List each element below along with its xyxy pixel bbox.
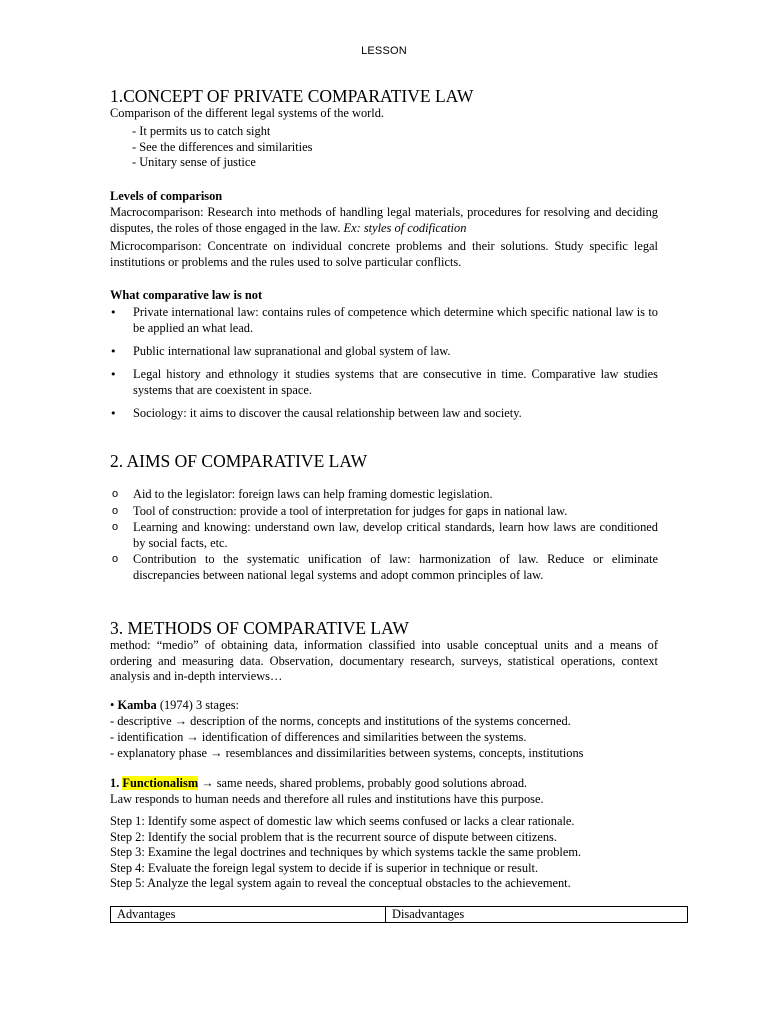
circle-bullet-icon: o (112, 488, 119, 500)
macro-example: Ex: styles of codification (343, 220, 467, 235)
not-item (110, 367, 658, 398)
section-1-dash-list (132, 124, 658, 171)
table-header-disadvantages: Disadvantages (386, 907, 688, 923)
aim-item (110, 487, 658, 503)
step-line: Step 3: Examine the legal doctrines and techniques by which systems tackle the same problem. (110, 845, 582, 859)
functionalism-highlight: Functionalism (122, 776, 199, 790)
functionalism-line-2: Law responds to human needs and therefore all rules and institutions have this purpose. (110, 792, 544, 806)
aim-item (110, 504, 658, 520)
kamba-name: Kamba (117, 698, 157, 712)
not-item-text: Private international law: contains rules of competence which determine which specific national law is to be applied an what lead. (133, 305, 658, 335)
aim-item-text: Aid to the legislator: foreign laws can help framing domestic legislation. (133, 487, 493, 501)
dash-item: - See the differences and similarities (132, 139, 313, 154)
not-item-text: Legal history and ethnology it studies systems that are consecutive in time. Comparative law studies systems that are coexistent in space. (133, 367, 658, 397)
not-item (110, 305, 658, 336)
bullet-icon: • (110, 306, 117, 319)
kamba-bullet: • (110, 698, 115, 712)
macro-paragraph (110, 205, 658, 236)
bullet-icon: • (110, 345, 117, 358)
section-2-title: 2. AIMS OF COMPARATIVE LAW (110, 451, 368, 471)
table-header-row (111, 907, 688, 923)
kamba-rest: (1974) 3 stages: (159, 698, 239, 712)
functionalism-number: 1. (110, 776, 120, 790)
dash-item: - It permits us to catch sight (132, 124, 271, 138)
circle-bullet-icon: o (112, 505, 119, 517)
dash-item: - Unitary sense of justice (132, 155, 256, 170)
aim-item (110, 520, 658, 551)
kamba-line (110, 698, 658, 714)
micro-paragraph: Microcomparison: Concentrate on individual concrete problems and their solutions. Study specific legal institutions or problems and the rules used to solve particular conflicts. (110, 239, 658, 269)
aim-item-text: Contribution to the systematic unification of law: harmonization of law. Reduce or eliminate discrepancies between national legal systems and adopt common principles of law. (133, 552, 658, 582)
kamba-stage: - explanatory phase → resemblances and dissimilarities between systems, concepts, institutions (110, 746, 584, 760)
not-item (110, 344, 658, 360)
kamba-stage: - identification → identification of differences and similarities between the systems. (110, 730, 527, 744)
aim-item (110, 552, 658, 583)
section-3-title: 3. METHODS OF COMPARATIVE LAW (110, 618, 409, 638)
table-header-advantages: Advantages (111, 907, 386, 923)
section-1-intro: Comparison of the different legal systems of the world. (110, 106, 385, 120)
macro-text: Macrocomparison: Research into methods of handling legal materials, procedures for resolving and deciding disputes, the roles of those engaged in the law. (110, 205, 658, 235)
kamba-stage: - descriptive → description of the norms, concepts and institutions of the systems concerned. (110, 714, 571, 728)
section-1-title: 1.CONCEPT OF PRIVATE COMPARATIVE LAW (110, 86, 474, 106)
not-item-text: Sociology: it aims to discover the causal relationship between law and society. (133, 406, 522, 420)
advantages-table (110, 906, 688, 923)
bullet-icon: • (110, 368, 117, 381)
functionalism-rest: → same needs, shared problems, probably good solutions abroad. (201, 776, 528, 790)
not-heading: What comparative law is not (110, 288, 263, 302)
bullet-icon: • (110, 407, 117, 420)
levels-heading: Levels of comparison (110, 189, 223, 203)
document-header: LESSON (361, 45, 407, 57)
circle-bullet-icon: o (112, 521, 119, 533)
not-item (110, 406, 658, 422)
step-line: Step 4: Evaluate the foreign legal system to decide if is superior in technique or result. (110, 861, 539, 875)
circle-bullet-icon: o (112, 553, 119, 565)
functionalism-line (110, 776, 658, 792)
step-line: Step 2: Identify the social problem that is the recurrent source of dispute between citizens. (110, 830, 557, 844)
step-line: Step 5: Analyze the legal system again to reveal the conceptual obstacles to the achievement. (110, 876, 571, 890)
step-line: Step 1: Identify some aspect of domestic law which seems confused or lacks a clear rationale. (110, 814, 575, 828)
not-item-text: Public international law supranational and global system of law. (133, 344, 451, 358)
aim-item-text: Learning and knowing: understand own law, develop critical standards, learn how laws are conditioned by social facts, etc. (133, 520, 658, 550)
aim-item-text: Tool of construction: provide a tool of interpretation for judges for gaps in national law. (133, 504, 568, 518)
method-paragraph: method: “medio” of obtaining data, information classified into usable conceptual units and a means of ordering and measuring data. Observation, documentary research, surveys, statistical operations, context analysis and in-depth interviews… (110, 638, 658, 683)
